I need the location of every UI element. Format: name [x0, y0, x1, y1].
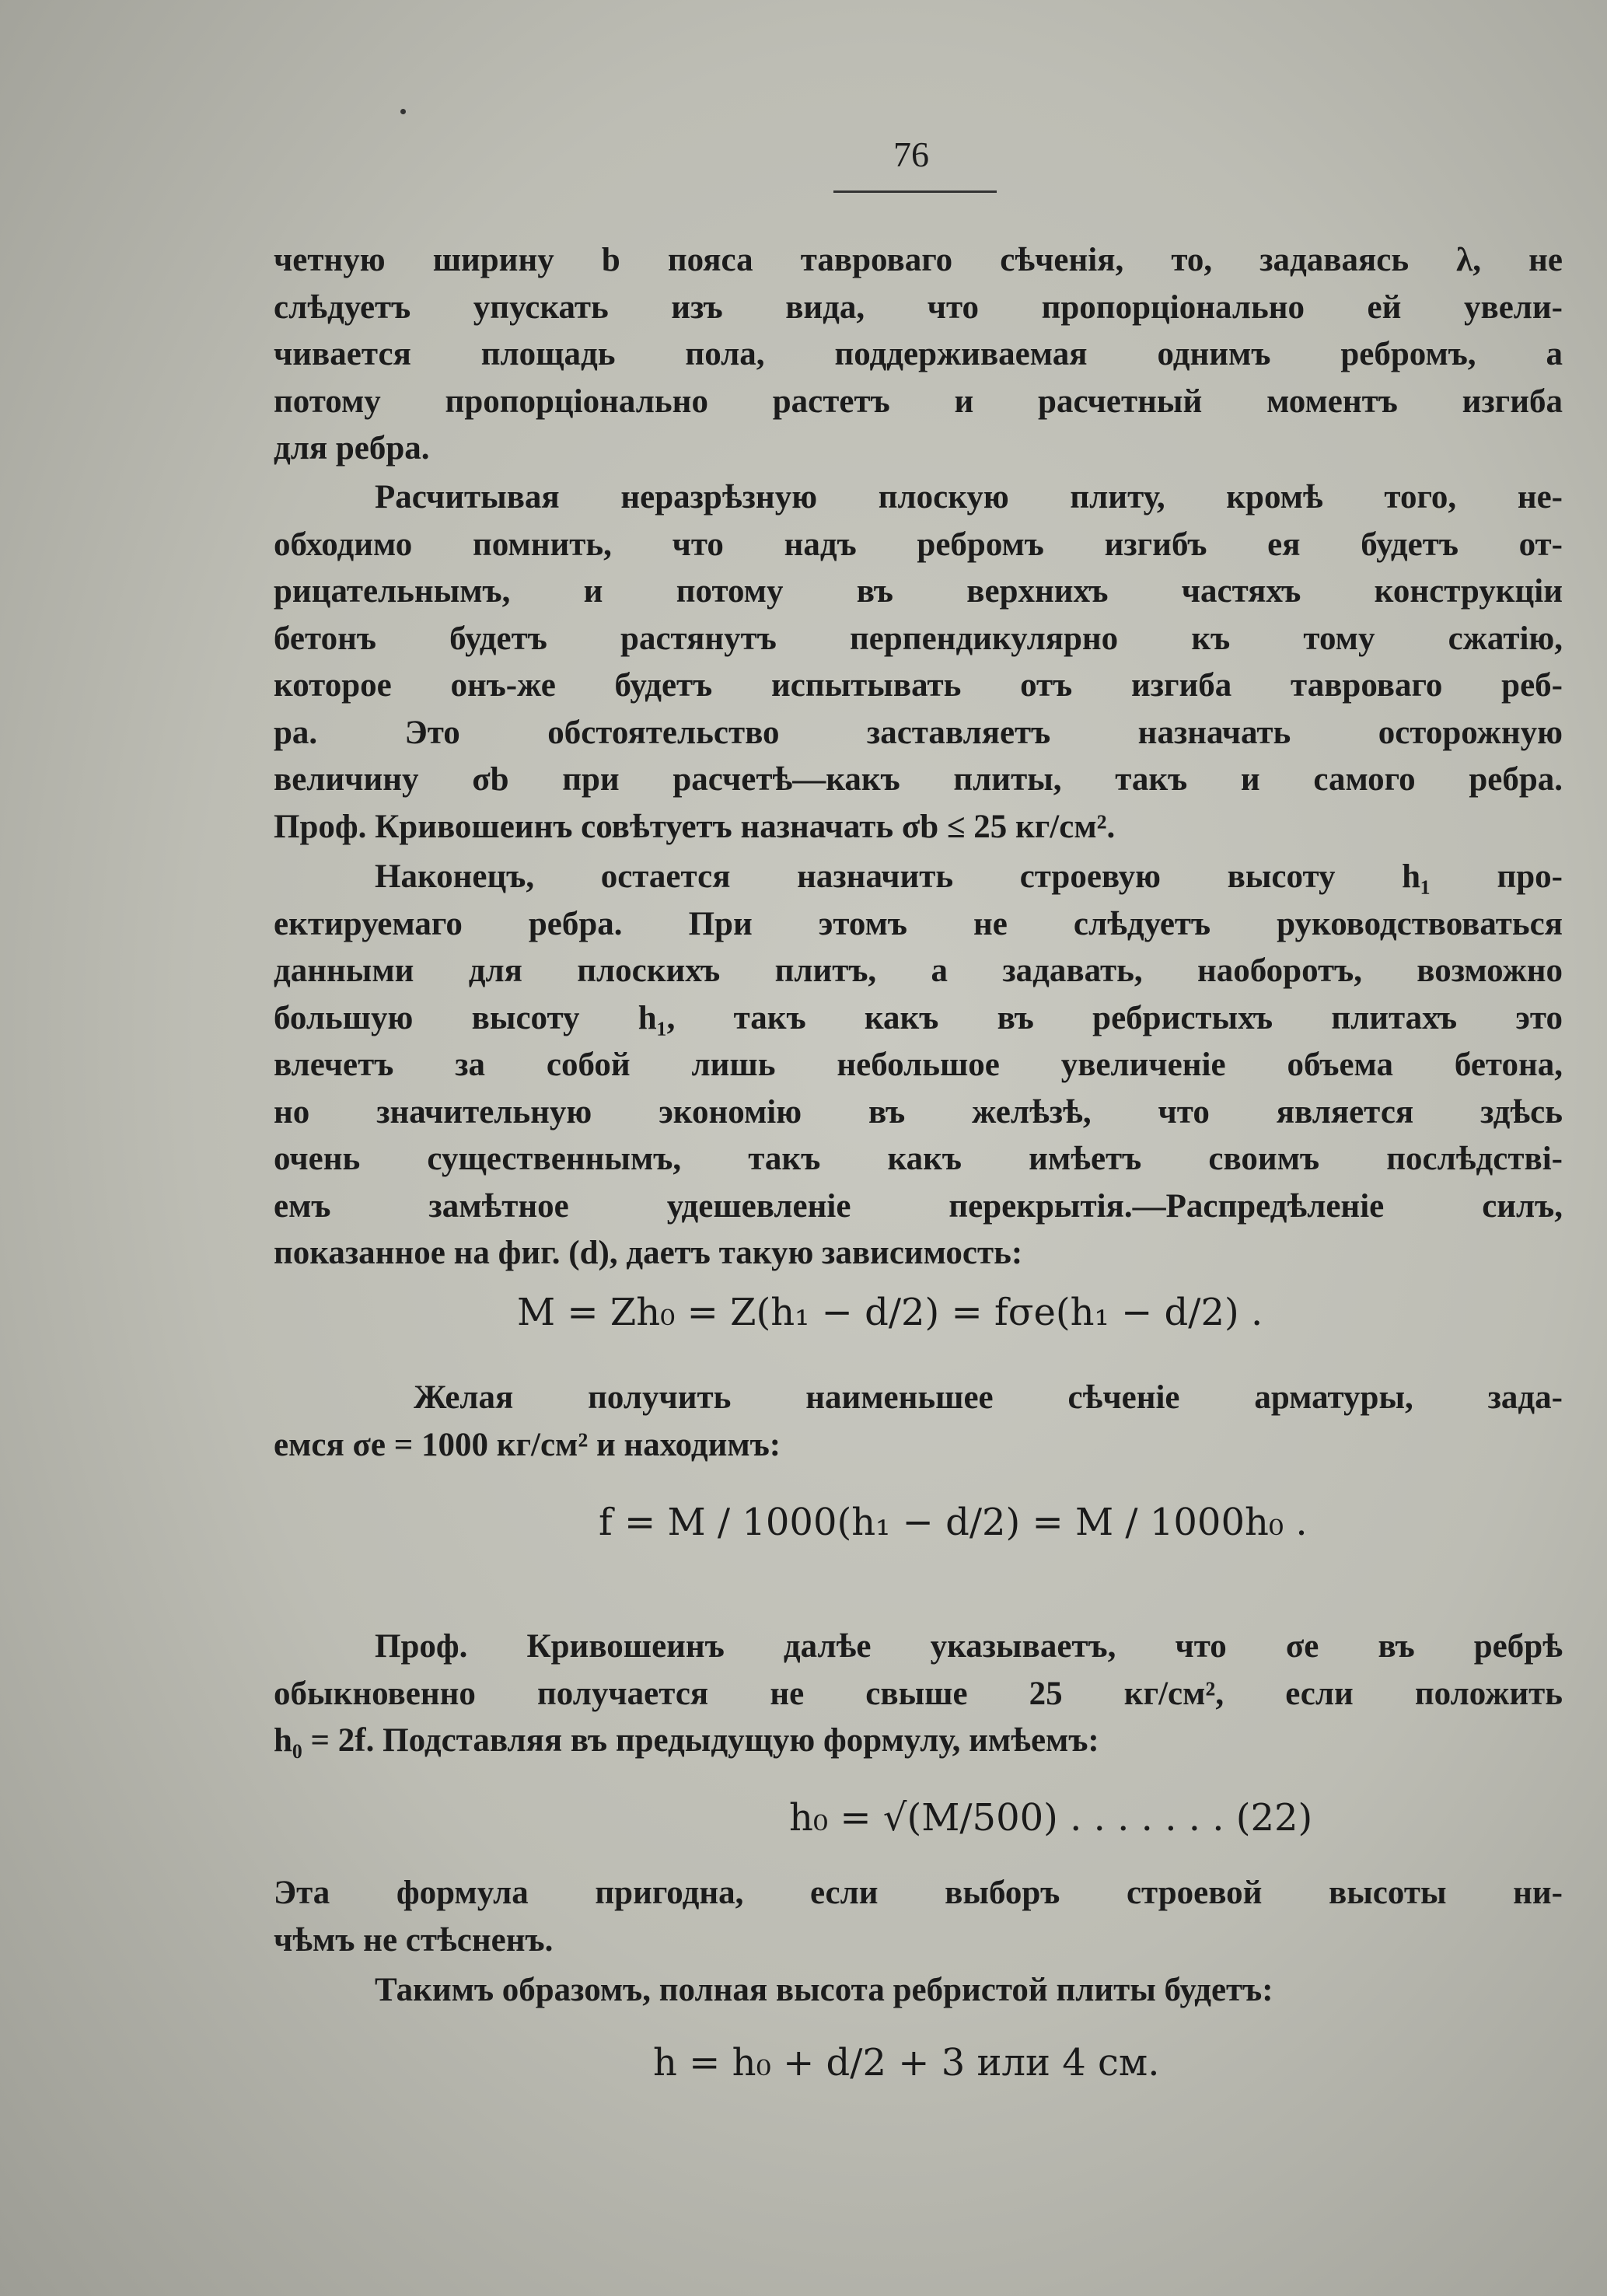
text-line: которое онъ-же будетъ испытывать отъ изгиба тавроваго реб- — [274, 667, 1563, 704]
text-line: большую высоту h₁, такъ какъ въ ребристыхъ плитахъ это — [274, 999, 1563, 1036]
text-line: емся σe = 1000 кг/см² и находимъ: — [274, 1426, 781, 1463]
paragraph-3 — [274, 854, 1563, 1277]
text-line: слѣдуетъ упускать изъ вида, что пропорціонально ей увели- — [274, 288, 1563, 326]
text-line: рицательнымъ, и потому въ верхнихъ частяхъ конструкціи — [274, 573, 1563, 610]
paragraph-1 — [274, 237, 1563, 473]
text-line: данными для плоскихъ плитъ, а задавать, наоборотъ, возможно — [274, 952, 1563, 989]
text-line: для ребра. — [274, 430, 430, 467]
text-line: четную ширину b пояса тавроваго сѣченія, то, задаваясь λ, не — [274, 242, 1563, 278]
text-line: чѣмъ не стѣсненъ. — [274, 1921, 554, 1959]
text-line: показанное на фиг. (d), даетъ такую зависимость: — [274, 1235, 1023, 1271]
text-line: но значительную экономію въ желѣзѣ, что является здѣсь — [274, 1093, 1563, 1131]
formula-area: f = M / 1000(h₁ − d/2) = M / 1000h₀ . — [599, 1501, 1308, 1544]
text-line: ектируемаго ребра. При этомъ не слѣдуетъ руководствоваться — [274, 905, 1563, 942]
text-line: Проф. Кривошеинъ совѣтуетъ назначать σb ≤ 25 кг/см². — [274, 808, 1116, 845]
text-line: емъ замѣтное удешевленіе перекрытія.—Распредѣленіе силъ, — [274, 1187, 1563, 1225]
text-line: потому пропорціонально растетъ и расчетный моментъ изгиба — [274, 383, 1563, 420]
text-line: Проф. Кривошеинъ далѣе указываетъ, что σe въ ребрѣ — [375, 1628, 1563, 1665]
page-number: 76 — [893, 135, 929, 174]
text-line: бетонъ будетъ растянутъ перпендикулярно къ тому сжатію, — [274, 620, 1563, 657]
text-line: h₀ = 2f. Подставляя въ предыдущую формулу, имѣемъ: — [274, 1722, 1099, 1759]
paragraph-6 — [274, 1870, 1563, 1964]
formula-total-height: h = h₀ + d/2 + 3 или 4 см. — [653, 2041, 1160, 2085]
formula-height-22: h₀ = √(M/500) . . . . . . . (22) — [789, 1796, 1313, 1840]
text-line: Расчитывая неразрѣзную плоскую плиту, кромѣ того, не- — [375, 479, 1563, 515]
paragraph-5 — [274, 1623, 1563, 1765]
text-line: Эта формула пригодна, если выборъ строевой высоты ни- — [274, 1875, 1563, 1911]
ink-speck — [400, 109, 406, 114]
text-line: влечетъ за собой лишь небольшое увеличеніе объема бетона, — [274, 1047, 1563, 1083]
page-number-rule — [833, 190, 997, 193]
text-line: очень существеннымъ, такъ какъ имѣетъ своимъ послѣдстві- — [274, 1141, 1563, 1177]
formula-moment: M = Zh₀ = Z(h₁ − d/2) = fσe(h₁ − d/2) . — [517, 1291, 1263, 1334]
text-line: Желая получить наименьшее сѣченіе арматуры, зада- — [414, 1379, 1563, 1416]
text-line: Такимъ образомъ, полная высота ребристой плиты будетъ: — [375, 1972, 1273, 2008]
paragraph-7 — [274, 1967, 1563, 2015]
text-line: обходимо помнить, что надъ ребромъ изгибъ ея будетъ от- — [274, 526, 1563, 563]
text-line: ра. Это обстоятельство заставляетъ назначать осторожную — [274, 714, 1563, 751]
text-line: величину σb при расчетѣ—какъ плиты, такъ и самого ребра. — [274, 761, 1563, 798]
text-line: чивается площадь пола, поддерживаемая однимъ ребромъ, а — [274, 336, 1563, 372]
text-line: Наконецъ, остается назначить строевую высоту h₁ про- — [375, 858, 1563, 895]
text-line: обыкновенно получается не свыше 25 кг/см², если положить — [274, 1675, 1563, 1712]
paragraph-2 — [274, 474, 1563, 851]
paragraph-4 — [274, 1375, 1563, 1469]
